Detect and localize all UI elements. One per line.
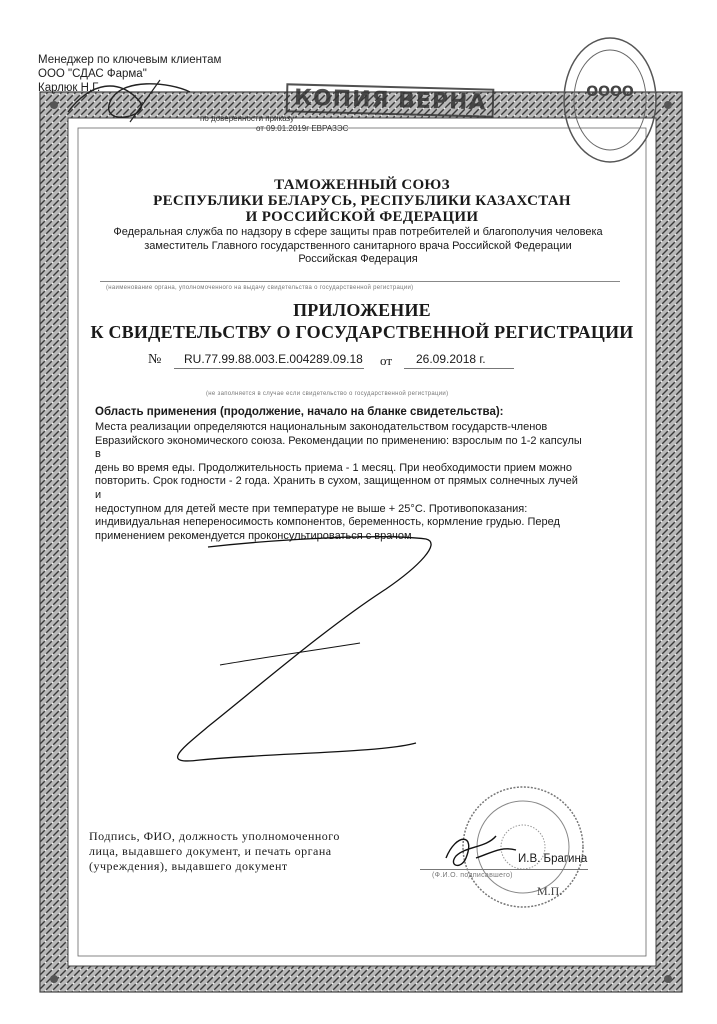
scope-line: Места реализации определяются национальным законодательством государств-членов bbox=[95, 421, 548, 433]
agency-block bbox=[98, 226, 618, 267]
signature-label-line-1: Подпись, ФИО, должность уполномоченного bbox=[89, 829, 340, 843]
manager-name: Карлюк Н.Г. bbox=[38, 82, 101, 94]
registration-caption: (не заполняется в случае если свидетельство о государственной регистрации) bbox=[206, 391, 449, 397]
registration-date: 26.09.2018 г. bbox=[416, 352, 486, 366]
svg-text:ОООО: ОООО bbox=[586, 84, 634, 100]
seal-place-mark: М.П. bbox=[537, 884, 563, 898]
scope-line: Евразийского экономического союза. Рекомендации по применению: взрослым по 1-2 капсулы в bbox=[95, 434, 582, 461]
registration-number: RU.77.99.88.003.E.004289.09.18 bbox=[184, 352, 363, 366]
agency-caption: (наименование органа, уполномоченного на выдачу свидетельства о государственной регистрации) bbox=[106, 285, 414, 291]
agency-line-3: Российская Федерация bbox=[298, 253, 418, 265]
copy-stamp: КОПИЯ ВЕРНА bbox=[286, 83, 495, 117]
signer-signature bbox=[436, 828, 526, 878]
round-seal-top bbox=[560, 30, 660, 180]
registration-no-label: № bbox=[148, 352, 162, 367]
title-line-2: К СВИДЕТЕЛЬСТВУ О ГОСУДАРСТВЕННОЙ РЕГИСТРАЦИИ bbox=[90, 322, 634, 342]
agency-underline bbox=[100, 281, 620, 282]
header-line-1: ТАМОЖЕННЫЙ СОЮЗ bbox=[274, 177, 450, 193]
manager-signature bbox=[60, 72, 200, 132]
registration-date-underline bbox=[404, 368, 514, 369]
manager-title: Менеджер по ключевым клиентам bbox=[38, 54, 222, 66]
agency-line-1: Федеральная служба по надзору в сфере защиты прав потребителей и благополучия человека bbox=[113, 226, 603, 238]
signature-label-line-3: (учреждения), выдавшего документ bbox=[89, 859, 288, 873]
signer-caption: (Ф.И.О. подписавшего) bbox=[432, 872, 513, 879]
registration-date-label: от bbox=[380, 353, 393, 368]
scope-line: применением рекомендуется проконсультироваться с врачом bbox=[95, 529, 412, 542]
scope-heading: Область применения (продолжение, начало на бланке свидетельства): bbox=[95, 406, 504, 418]
scope-line: индивидуальная непереносимость компонентов, беременность, кормление грудью. Перед bbox=[95, 516, 560, 529]
registration-number-underline bbox=[174, 368, 364, 369]
header-line-2: РЕСПУБЛИКИ БЕЛАРУСЬ, РЕСПУБЛИКИ КАЗАХСТАН bbox=[153, 193, 571, 209]
signer-underline bbox=[420, 869, 588, 870]
signer-name: И.В. Брагина bbox=[518, 853, 588, 865]
title-line-1: ПРИЛОЖЕНИЕ bbox=[293, 300, 431, 320]
z-cancel-stroke bbox=[150, 525, 450, 775]
signature-label bbox=[89, 829, 379, 874]
signature-label-line-2: лица, выдавшего документ, и печать органа bbox=[89, 844, 332, 858]
copy-stamp-note-2: от 09.01.2019г ЕВРАЗЭС bbox=[256, 124, 349, 133]
header-line-3: И РОССИЙСКОЙ ФЕДЕРАЦИИ bbox=[245, 209, 479, 225]
manager-company: ООО "СДАС Фарма" bbox=[38, 68, 147, 80]
agency-line-2: заместитель Главного государственного санитарного врача Российской Федерации bbox=[144, 239, 572, 252]
scope-line: недоступном для детей месте при температуре не выше + 25°С. Противопоказания: bbox=[95, 502, 528, 515]
scope-line: повторить. Срок годности - 2 года. Хранить в сухом, защищенном от прямых солнечных лучей и bbox=[95, 475, 578, 501]
scope-line: день во время еды. Продолжительность приема - 1 месяц. При необходимости прием можно bbox=[95, 461, 572, 474]
copy-stamp-note-1: по доверенности приказу bbox=[200, 114, 295, 123]
